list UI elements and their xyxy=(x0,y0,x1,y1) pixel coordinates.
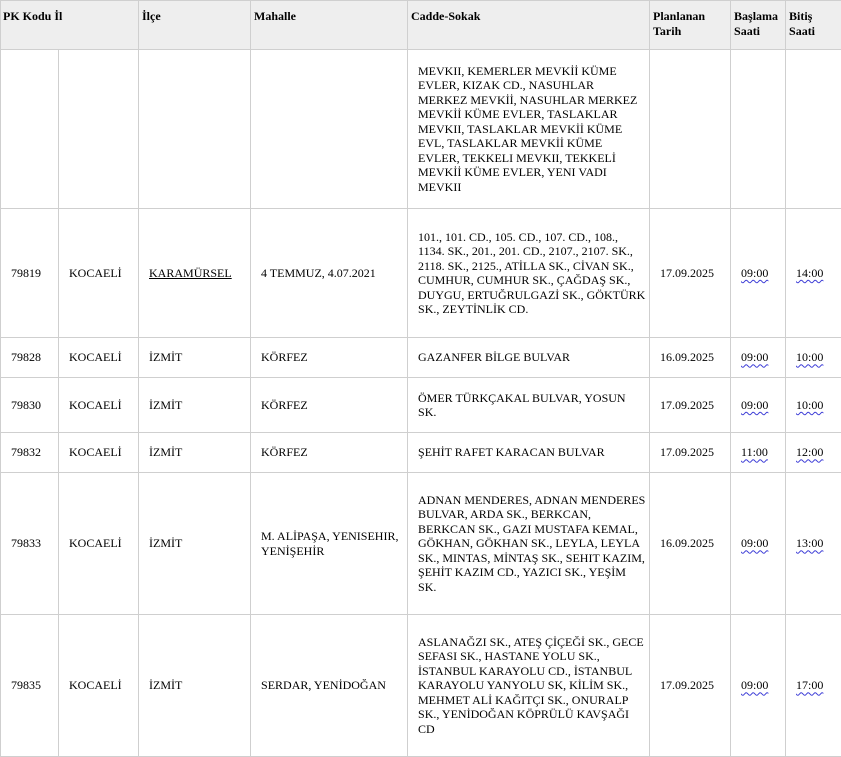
ilce-link[interactable]: KARAMÜRSEL xyxy=(149,266,232,280)
baslama-cell: 09:00 xyxy=(731,473,786,615)
cadde-cell: ASLANAĞZI SK., ATEŞ ÇİÇEĞİ SK., GECE SEFASI SK., HASTANE YOLU SK., İSTANBUL KARAYOLU CD., İSTANBUL KARAYOLU YANYOLU SK, KİLİM SK., MEHMET ALİ KAĞITÇI SK., ONURALP SK., YENİDOĞAN KÖPRÜLÜ KAVŞAĞI CD xyxy=(408,615,650,757)
tarih-cell: 16.09.2025 xyxy=(650,473,731,615)
pk-cell: 79833 xyxy=(1,473,59,615)
cadde-cell: ŞEHİT RAFET KARACAN BULVAR xyxy=(408,433,650,473)
pk-cell xyxy=(1,50,59,209)
bitis-cell: 12:00 xyxy=(786,433,841,473)
ilce-cell: İZMİT xyxy=(139,338,251,378)
cadde-cell: ADNAN MENDERES, ADNAN MENDERES BULVAR, ARDA SK., BERKCAN, BERKCAN SK., GAZI MUSTAFA KEMAL, GÖKHAN, GÖKHAN SK., LEYLA, LEYLA SK., MINTAS, MİNTAŞ SK., SEHIT KAZIM, ŞEHİT KAZIM CD., YAZICI SK., YEŞİM SK. xyxy=(408,473,650,615)
bitis-cell: 17:00 xyxy=(786,615,841,757)
table-row xyxy=(1,338,841,378)
baslama-cell: 09:00 xyxy=(731,378,786,433)
baslama-cell: 09:00 xyxy=(731,209,786,338)
tarih-cell: 17.09.2025 xyxy=(650,615,731,757)
baslama-cell: 11:00 xyxy=(731,433,786,473)
mahalle-cell: SERDAR, YENİDOĞAN xyxy=(251,615,408,757)
ilce-cell: İZMİT xyxy=(139,433,251,473)
header-row xyxy=(1,1,841,50)
bitis-cell xyxy=(786,50,841,209)
header-bitis-saati: Bitiş Saati xyxy=(786,1,841,50)
table-row xyxy=(1,433,841,473)
header-pk-il: PK Kodu İl xyxy=(1,1,139,50)
pk-cell: 79832 xyxy=(1,433,59,473)
il-cell: KOCAELİ xyxy=(59,473,139,615)
il-cell xyxy=(59,50,139,209)
table-row xyxy=(1,473,841,615)
table-row xyxy=(1,615,841,757)
ilce-cell: İZMİT xyxy=(139,378,251,433)
pk-cell: 79835 xyxy=(1,615,59,757)
mahalle-cell: KÖRFEZ xyxy=(251,433,408,473)
mahalle-cell xyxy=(251,50,408,209)
pk-cell: 79830 xyxy=(1,378,59,433)
pk-cell: 79819 xyxy=(1,209,59,338)
header-baslama-saati: Başlama Saati xyxy=(731,1,786,50)
cadde-cell: GAZANFER BİLGE BULVAR xyxy=(408,338,650,378)
ilce-cell: İZMİT xyxy=(139,473,251,615)
ilce-cell xyxy=(139,50,251,209)
header-ilce: İlçe xyxy=(139,1,251,50)
il-cell: KOCAELİ xyxy=(59,209,139,338)
pk-cell: 79828 xyxy=(1,338,59,378)
mahalle-cell: 4 TEMMUZ, 4.07.2021 xyxy=(251,209,408,338)
cadde-cell: MEVKII, KEMERLER MEVKİİ KÜME EVLER, KIZAK CD., NASUHLAR MERKEZ MEVKİİ, NASUHLAR MERKEZ MEVKİİ KÜME EVLER, TASLAKLAR MEVKII, TASLAKLAR MEVKİİ KÜME EVL, TASLAKLAR MEVKİİ KÜME EVLER, TEKKELI MEVKII, TEKKELİ MEVKİİ KÜME EVLER, YENI VADI MEVKII xyxy=(408,50,650,209)
baslama-cell: 09:00 xyxy=(731,615,786,757)
bitis-cell: 14:00 xyxy=(786,209,841,338)
bitis-cell: 13:00 xyxy=(786,473,841,615)
header-cadde: Cadde-Sokak xyxy=(408,1,650,50)
il-cell: KOCAELİ xyxy=(59,615,139,757)
table-row xyxy=(1,378,841,433)
cadde-cell: 101., 101. CD., 105. CD., 107. CD., 108., 1134. SK., 201., 201. CD., 2107., 2107. SK., 2118. SK., 2125., ATİLLA SK., CİVAN SK., CUMHUR, CUMHUR SK., ÇAĞDAŞ SK., DUYGU, ERTUĞRULGAZİ SK., GÖKTÜRK SK., ZEYTİNLİK CD. xyxy=(408,209,650,338)
bitis-cell: 10:00 xyxy=(786,378,841,433)
table-row xyxy=(1,50,841,209)
baslama-cell: 09:00 xyxy=(731,338,786,378)
table-row xyxy=(1,209,841,338)
tarih-cell: 17.09.2025 xyxy=(650,378,731,433)
header-planlanan-tarih: Planlanan Tarih xyxy=(650,1,731,50)
tarih-cell: 17.09.2025 xyxy=(650,209,731,338)
tarih-cell: 17.09.2025 xyxy=(650,433,731,473)
tarih-cell: 16.09.2025 xyxy=(650,338,731,378)
bitis-cell: 10:00 xyxy=(786,338,841,378)
il-cell: KOCAELİ xyxy=(59,433,139,473)
mahalle-cell: KÖRFEZ xyxy=(251,338,408,378)
ilce-cell: İZMİT xyxy=(139,615,251,757)
il-cell: KOCAELİ xyxy=(59,338,139,378)
cadde-cell: ÖMER TÜRKÇAKAL BULVAR, YOSUN SK. xyxy=(408,378,650,433)
ilce-cell xyxy=(139,209,251,338)
tarih-cell xyxy=(650,50,731,209)
baslama-cell xyxy=(731,50,786,209)
header-mahalle: Mahalle xyxy=(251,1,408,50)
il-cell: KOCAELİ xyxy=(59,378,139,433)
mahalle-cell: KÖRFEZ xyxy=(251,378,408,433)
mahalle-cell: M. ALİPAŞA, YENISEHIR, YENİŞEHİR xyxy=(251,473,408,615)
